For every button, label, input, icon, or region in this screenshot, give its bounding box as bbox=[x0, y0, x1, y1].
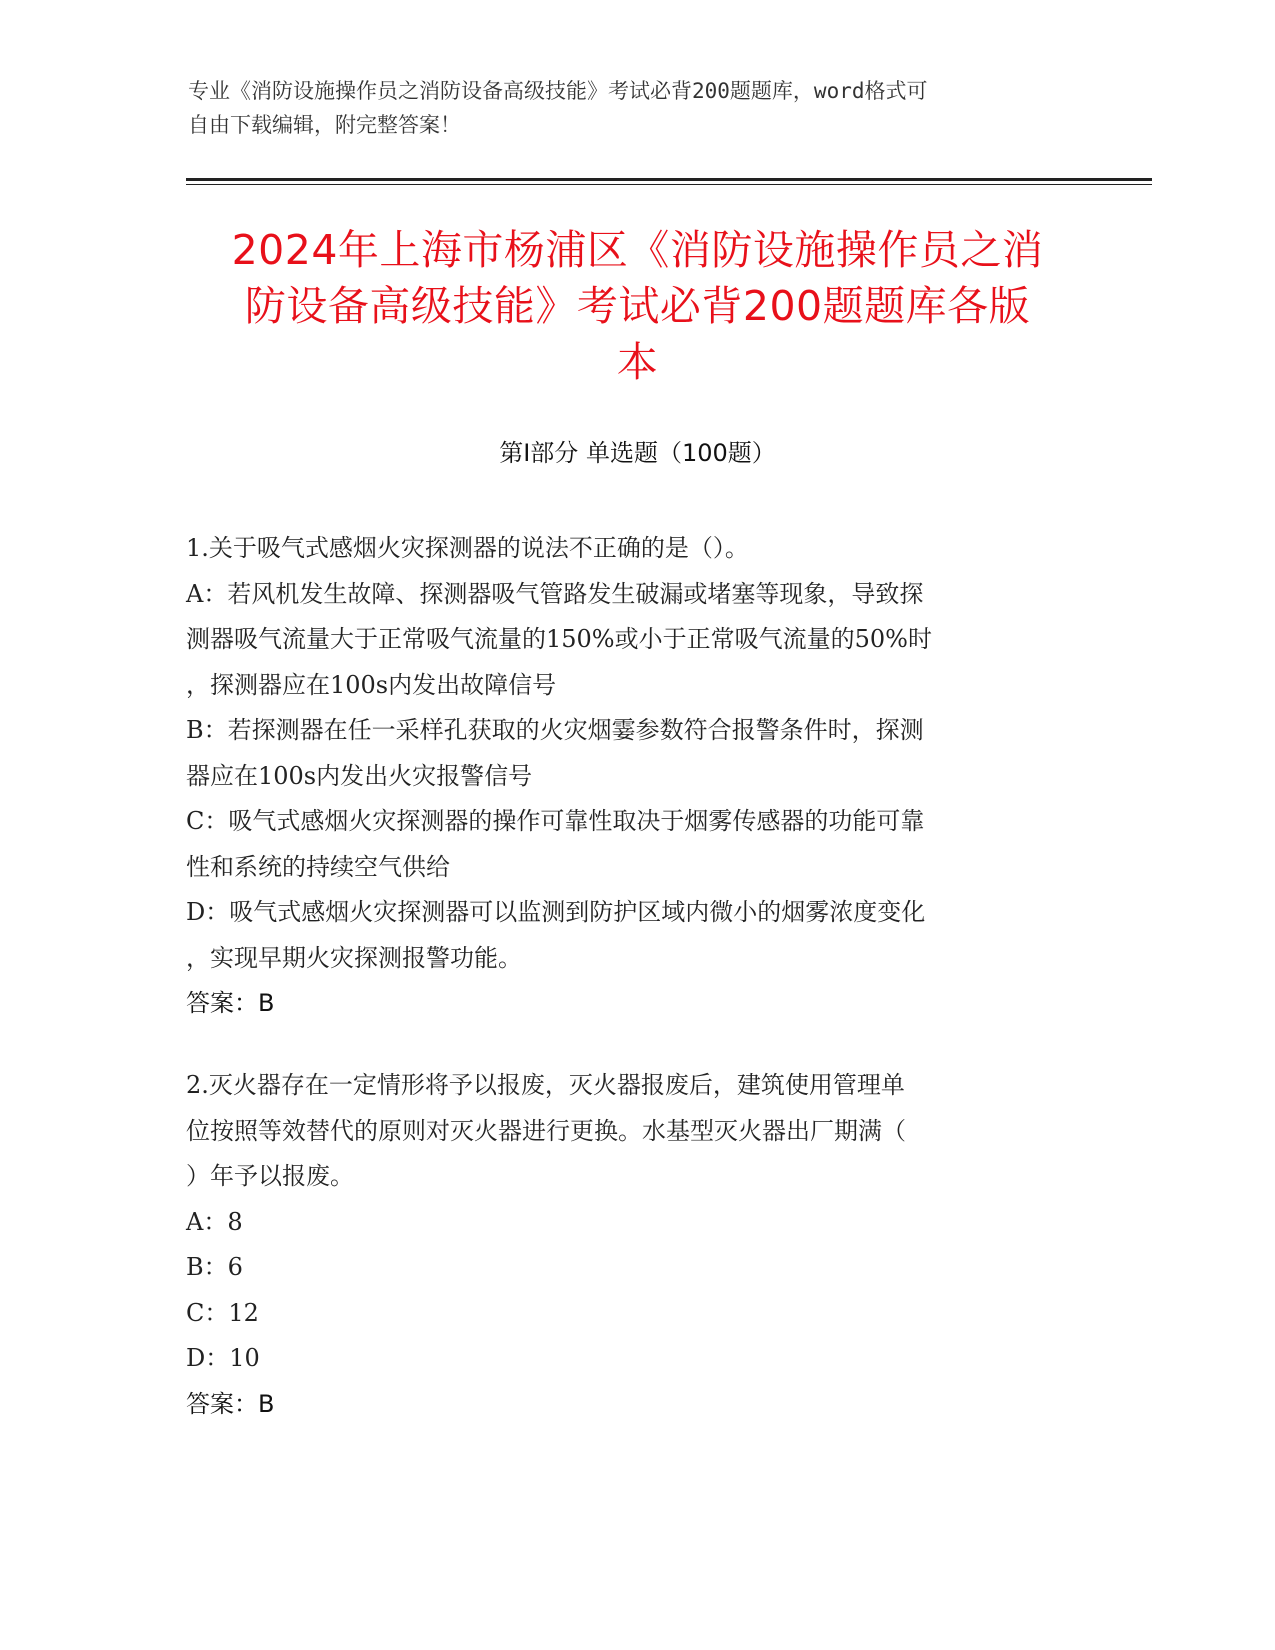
question-1-option-b: B：若探测器在任一采样孔获取的火灾烟霎参数符合报警条件时，探测 bbox=[186, 716, 924, 744]
header-divider-thick bbox=[186, 178, 1152, 181]
header-note bbox=[188, 74, 1068, 142]
question-1-answer: 答案：B bbox=[186, 989, 275, 1017]
question-2-stem-cont: ）年予以报废。 bbox=[186, 1162, 354, 1190]
document-title-line-2: 防设备高级技能》考试必背200题题库各版 bbox=[244, 282, 1031, 330]
question-1-option-b-cont: 器应在100s内发出火灾报警信号 bbox=[186, 761, 533, 790]
document-title bbox=[160, 222, 1115, 390]
question-2-option-a: A：8 bbox=[186, 1207, 243, 1236]
header-divider-thin bbox=[186, 184, 1152, 185]
question-1-option-a: A：若风机发生故障、探测器吸气管路发生破漏或堵塞等现象，导致探 bbox=[186, 579, 924, 608]
question-2 bbox=[186, 1063, 1086, 1427]
document-title-line-1: 2024年上海市杨浦区《消防设施操作员之消 bbox=[231, 226, 1044, 274]
document-title-line-3: 本 bbox=[616, 338, 659, 386]
question-1-option-a-cont: 测器吸气流量大于正常吸气流量的150%或小于正常吸气流量的50%时 bbox=[186, 625, 932, 653]
question-2-option-c: C：12 bbox=[186, 1298, 259, 1327]
question-1-option-d: D：吸气式感烟火灾探测器可以监测到防护区域内微小的烟雾浓度变化 bbox=[186, 898, 926, 926]
question-1-option-a-cont: ，探测器应在100s内发出故障信号 bbox=[186, 670, 557, 699]
question-2-stem: 2.灭火器存在一定情形将予以报废，灭火器报废后，建筑使用管理单 bbox=[186, 1071, 905, 1099]
question-2-option-b: B：6 bbox=[186, 1253, 243, 1281]
question-1-option-c-cont: 性和系统的持续空气供给 bbox=[186, 852, 450, 881]
question-1 bbox=[186, 526, 1086, 1027]
section-heading: 第I部分 单选题（100题） bbox=[499, 439, 776, 467]
question-2-option-d: D：10 bbox=[186, 1344, 260, 1372]
header-note-line-2: 自由下载编辑，附完整答案！ bbox=[188, 113, 461, 137]
question-1-stem: 1.关于吸气式感烟火灾探测器的说法不正确的是（）。 bbox=[186, 534, 749, 562]
header-note-line-1: 专业《消防设施操作员之消防设备高级技能》考试必背200题题库，word格式可 bbox=[188, 79, 928, 103]
question-2-stem-cont: 位按照等效替代的原则对灭火器进行更换。水基型灭火器出厂期满（ bbox=[186, 1116, 906, 1145]
question-2-answer: 答案：B bbox=[186, 1389, 275, 1418]
question-1-option-d-cont: ，实现早期火灾探测报警功能。 bbox=[186, 943, 522, 972]
question-1-option-c: C：吸气式感烟火灾探测器的操作可靠性取决于烟雾传感器的功能可靠 bbox=[186, 807, 925, 835]
